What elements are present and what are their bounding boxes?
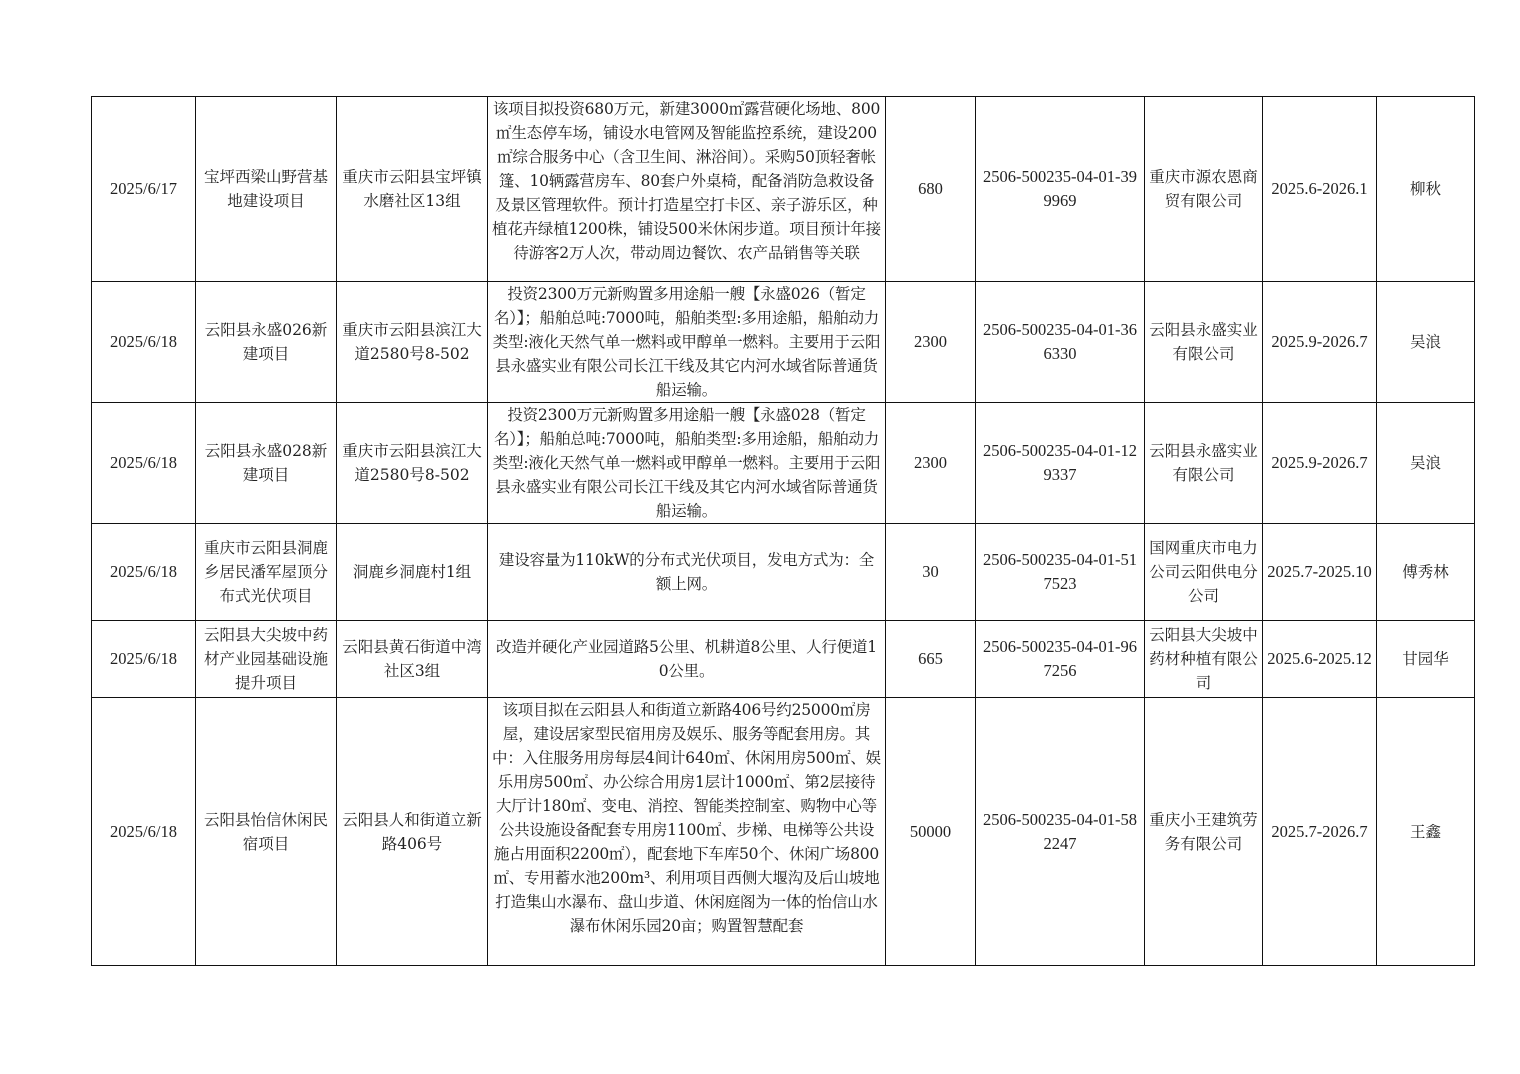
table-row <box>92 97 1475 282</box>
date-cell: 2025/6/18 <box>92 282 196 403</box>
project-record-table <box>91 96 1475 966</box>
location-cell: 云阳县黄石街道中湾社区3组 <box>337 621 488 698</box>
company-cell: 云阳县大尖坡中药材种植有限公司 <box>1145 621 1263 698</box>
period-cell: 2025.9-2026.7 <box>1263 282 1377 403</box>
contact-cell: 吴浪 <box>1377 282 1475 403</box>
company-cell: 云阳县永盛实业有限公司 <box>1145 282 1263 403</box>
location-cell: 重庆市云阳县宝坪镇水磨社区13组 <box>337 97 488 282</box>
project-name-cell: 重庆市云阳县洞鹿乡居民潘军屋顶分布式光伏项目 <box>196 524 337 621</box>
location-cell: 重庆市云阳县滨江大道2580号8-502 <box>337 282 488 403</box>
description-text: 该项目拟投资680万元，新建3000㎡露营硬化场地、800㎡生态停车场，铺设水电管网及智能监控系统，建设200㎡综合服务中心（含卫生间、淋浴间）。采购50顶轻奢帐篷、10辆露营房车、80套户外桌椅，配备消防急救设备及景区管理软件。预计打造星空打卡区、亲子游乐区，种植花卉绿植1200株，铺设500米休闲步道。项目预计年接待游客2万人次，带动周边餐饮、农产品销售等关联 <box>492 100 881 262</box>
description-cell: 投资2300万元新购置多用途船一艘【永盛028（暂定名）】；船舶总吨:7000吨，船舶类型:多用途船，船舶动力类型:液化天然气单一燃料或甲醇单一燃料。主要用于云阳县永盛实业有限公司长江干线及其它内河水域省际普通货船运输。 <box>488 403 886 524</box>
period-cell: 2025.9-2026.7 <box>1263 403 1377 524</box>
investment-cell: 2300 <box>886 282 976 403</box>
project-name-cell: 云阳县永盛028新建项目 <box>196 403 337 524</box>
table-row <box>92 524 1475 621</box>
date-cell: 2025/6/18 <box>92 698 196 966</box>
project-name-cell: 云阳县大尖坡中药材产业园基础设施提升项目 <box>196 621 337 698</box>
contact-cell: 王鑫 <box>1377 698 1475 966</box>
table-row <box>92 403 1475 524</box>
investment-cell: 2300 <box>886 403 976 524</box>
description-cell <box>488 97 886 282</box>
description-cell: 建设容量为110kW的分布式光伏项目，发电方式为：全额上网。 <box>488 524 886 621</box>
investment-cell: 30 <box>886 524 976 621</box>
period-cell: 2025.7-2026.7 <box>1263 698 1377 966</box>
investment-cell: 680 <box>886 97 976 282</box>
description-text: 该项目拟在云阳县人和街道立新路406号约25000㎡房屋，建设居家型民宿用房及娱乐、服务等配套用房。其中：入住服务用房每层4间计640㎡、休闲用房500㎡、娱乐用房500㎡、办公综合用房1层计1000㎡、第2层接待大厅计180㎡、变电、消控、智能类控制室、购物中心等公共设施设备配套专用房1100㎡、步梯、电梯等公共设施占用面积2200㎡），配套地下车库50个、休闲广场800㎡、专用蓄水池200m³、利用项目西侧大堰沟及后山坡地打造集山水瀑布、盘山步道、休闲庭阁为一体的怡信山水瀑布休闲乐园20亩；购置智慧配套 <box>492 701 881 935</box>
description-cell <box>488 698 886 966</box>
location-cell: 云阳县人和街道立新路406号 <box>337 698 488 966</box>
project-name-cell: 云阳县永盛026新建项目 <box>196 282 337 403</box>
contact-cell: 柳秋 <box>1377 97 1475 282</box>
table-row <box>92 621 1475 698</box>
period-cell: 2025.7-2025.10 <box>1263 524 1377 621</box>
company-cell: 重庆小王建筑劳务有限公司 <box>1145 698 1263 966</box>
period-cell: 2025.6-2025.12 <box>1263 621 1377 698</box>
contact-cell: 傅秀林 <box>1377 524 1475 621</box>
table-row <box>92 282 1475 403</box>
contact-cell: 吴浪 <box>1377 403 1475 524</box>
project-code-cell: 2506-500235-04-01-517523 <box>976 524 1145 621</box>
table-row <box>92 698 1475 966</box>
description-cell: 投资2300万元新购置多用途船一艘【永盛026（暂定名）】；船舶总吨:7000吨，船舶类型:多用途船，船舶动力类型:液化天然气单一燃料或甲醇单一燃料。主要用于云阳县永盛实业有限公司长江干线及其它内河水域省际普通货船运输。 <box>488 282 886 403</box>
description-cell: 改造并硬化产业园道路5公里、机耕道8公里、人行便道10公里。 <box>488 621 886 698</box>
investment-cell: 665 <box>886 621 976 698</box>
project-name-cell: 云阳县怡信休闲民宿项目 <box>196 698 337 966</box>
project-code-cell: 2506-500235-04-01-582247 <box>976 698 1145 966</box>
location-cell: 洞鹿乡洞鹿村1组 <box>337 524 488 621</box>
company-cell: 国网重庆市电力公司云阳供电分公司 <box>1145 524 1263 621</box>
company-cell: 重庆市源农恩商贸有限公司 <box>1145 97 1263 282</box>
project-name-cell: 宝坪西梁山野营基地建设项目 <box>196 97 337 282</box>
project-code-cell: 2506-500235-04-01-399969 <box>976 97 1145 282</box>
date-cell: 2025/6/17 <box>92 97 196 282</box>
period-cell: 2025.6-2026.1 <box>1263 97 1377 282</box>
project-code-cell: 2506-500235-04-01-967256 <box>976 621 1145 698</box>
project-code-cell: 2506-500235-04-01-129337 <box>976 403 1145 524</box>
investment-cell: 50000 <box>886 698 976 966</box>
date-cell: 2025/6/18 <box>92 621 196 698</box>
location-cell: 重庆市云阳县滨江大道2580号8-502 <box>337 403 488 524</box>
project-code-cell: 2506-500235-04-01-366330 <box>976 282 1145 403</box>
date-cell: 2025/6/18 <box>92 403 196 524</box>
contact-cell: 甘园华 <box>1377 621 1475 698</box>
company-cell: 云阳县永盛实业有限公司 <box>1145 403 1263 524</box>
date-cell: 2025/6/18 <box>92 524 196 621</box>
